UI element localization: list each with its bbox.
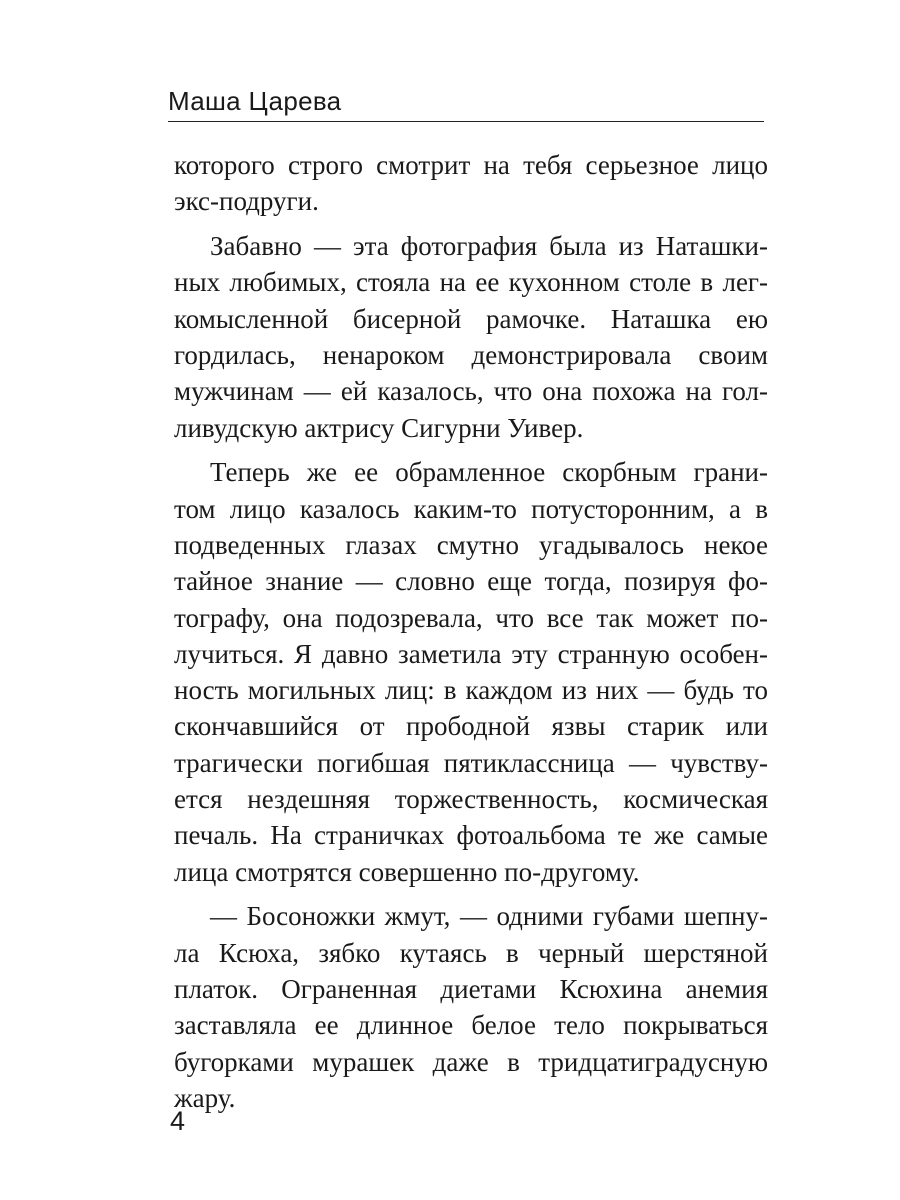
text-line: ность могильных лиц: в каждом из них — будь то bbox=[174, 675, 768, 706]
text-line: платок. Ограненная диетами Ксюхина анемия bbox=[174, 974, 768, 1005]
body-text bbox=[174, 147, 768, 1116]
text-line: тайное знание — словно еще тогда, позируя фо- bbox=[174, 566, 768, 597]
text-line: мужчинам — ей казалось, что она похожа на гол- bbox=[174, 376, 768, 407]
text-line: печаль. На страничках фотоальбома те же самые bbox=[174, 820, 768, 851]
text-line: Забавно — эта фотография была из Наташки- bbox=[210, 231, 768, 262]
text-line: — Босоножки жмут, — одними губами шепну- bbox=[210, 901, 768, 932]
text-line: комысленной бисерной рамочке. Наташка ею bbox=[174, 303, 768, 334]
text-line: гордилась, ненароком демонстрировала своим bbox=[174, 339, 768, 370]
text-line: трагически погибшая пятиклассница — чувству- bbox=[174, 747, 768, 778]
paragraph-2 bbox=[174, 228, 768, 446]
text-line: жару. bbox=[174, 1082, 236, 1113]
text-line: подведенных глазах смутно угадывалось некое bbox=[174, 529, 768, 560]
text-line: ла Ксюха, зябко кутаясь в черный шерстяной bbox=[174, 937, 768, 968]
paragraph-1 bbox=[174, 147, 768, 220]
text-line: Теперь же ее обрамленное скорбным грани- bbox=[210, 457, 768, 488]
text-line: заставляла ее длинное белое тело покрываться bbox=[174, 1010, 768, 1041]
text-line: экс-подруги. bbox=[174, 186, 319, 217]
paragraph-4 bbox=[174, 898, 768, 1116]
text-line: лица смотрятся совершенно по-другому. bbox=[174, 856, 640, 887]
text-line: ных любимых, стояла на ее кухонном столе в лег- bbox=[174, 267, 768, 298]
text-line: скончавшийся от прободной язвы старик или bbox=[174, 711, 768, 742]
header-rule bbox=[168, 121, 764, 122]
text-line: ется нездешняя торжественность, космическая bbox=[174, 784, 768, 815]
text-line: том лицо казалось каким-то потусторонним, а в bbox=[174, 493, 768, 524]
running-header-author: Маша Царева bbox=[168, 86, 342, 116]
text-line: тографу, она подозревала, что все так может по- bbox=[174, 602, 768, 633]
text-line: лучиться. Я давно заметила эту странную особен- bbox=[174, 638, 768, 669]
page-number: 4 bbox=[170, 1106, 186, 1136]
text-line: ливудскую актрису Сигурни Уивер. bbox=[174, 412, 584, 443]
paragraph-3 bbox=[174, 454, 768, 890]
text-line: бугорками мурашек даже в тридцатиградусную bbox=[174, 1046, 768, 1077]
text-line: которого строго смотрит на тебя серьезное лицо bbox=[174, 150, 768, 180]
